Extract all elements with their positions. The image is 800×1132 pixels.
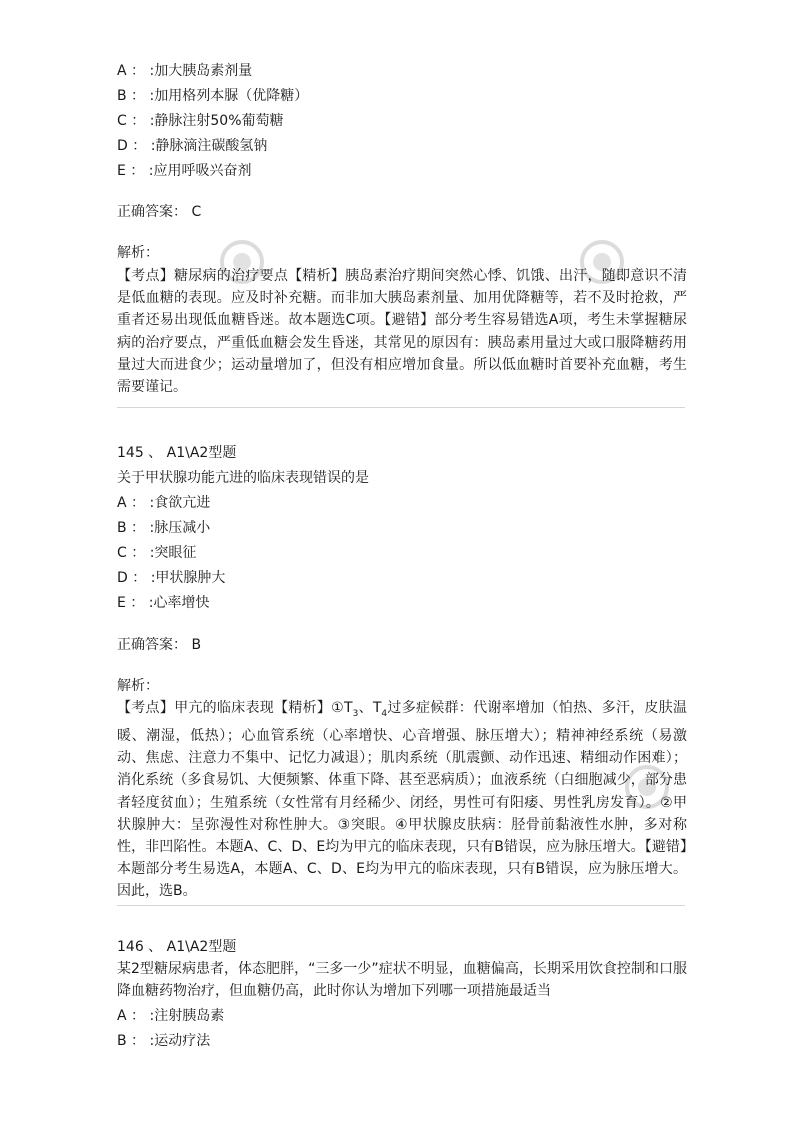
q146-stem: 某2型糖尿病患者，体态肥胖，“三多一少”症状不明显，血糖偏高，长期采用饮食控制和口服降血糖药物治疗，但血糖仍高，此时你认为增加下列哪一项措施最适当	[117, 961, 687, 1000]
q144-analysis-label: 解析：	[117, 245, 159, 261]
q145-option-e: E ： :心率增快	[117, 595, 210, 611]
q145-option-a: A ： :食欲亢进	[117, 495, 211, 511]
q146-option-b: B ： :运动疗法	[117, 1033, 211, 1049]
q145-option-d: D ： :甲状腺肿大	[117, 570, 226, 586]
q146-header: 146 、 A1\A2型题	[117, 939, 237, 955]
q144-option-d: D ： :静脉滴注碳酸氢钠	[117, 138, 268, 154]
q145-header: 145 、 A1\A2型题	[117, 445, 237, 461]
divider	[117, 407, 685, 408]
q145-analysis-label: 解析：	[117, 678, 159, 694]
q145-analysis-text: 【考点】甲亢的临床表现【精析】$①T_3$、$T_4$过多症候群：代谢率增加（怕热、多汗，皮肤温暖、潮湿，低热）；心血管系统（心率增快、心音增强、脉压增大）；精神神经系统（易激动、焦虑、注意力不集中、记忆力减退）；肌肉系统（肌震颤、动作迅速、精细动作困难）；消化系统（多食易饥、大便频繁、体重下降、甚至恶病质）；血液系统（白细胞减少，部分患者轻度贫血）；生殖系统（女性常有月经稀少、闭经，男性可有阳痿、男性乳房发育）。②甲状腺肿大：呈弥漫性对称性肿大。③突眼。④甲状腺皮肤病：胫骨前黏液性水肿，多对称性，非凹陷性。本题A、C、D、E均为甲亢的临床表现，只有B错误，应为脉压增大。【避错】本题部分考生易选A，本题A、C、D、E均为甲亢的临床表现，只有B错误，应为脉压增大。因此，选B。	[117, 700, 687, 900]
q144-analysis-text: 【考点】糖尿病的治疗要点【精析】胰岛素治疗期间突然心悸、饥饿、出汗，随即意识不清是低血糖的表现。应及时补充糖。而非加大胰岛素剂量、加用优降糖等，若不及时抢救，严重者还易出现低血糖昏迷。故本题选C项。【避错】部分考生容易错选A项，考生未掌握糖尿病的治疗要点，严重低血糖会发生昏迷，其常见的原因有：胰岛素用量过大或口服降糖药用量过大而进食少；运动量增加了，但没有相应增加食量。所以低血糖时首要补充血糖，考生需要谨记。	[117, 268, 687, 396]
q146-option-a: A ： :注射胰岛素	[117, 1008, 225, 1024]
q144-option-e: E ： :应用呼吸兴奋剂	[117, 163, 252, 179]
q145-option-b: B ： :脉压减小	[117, 520, 211, 536]
q145-correct-answer: 正确答案： B	[117, 637, 202, 653]
q144-correct-answer: 正确答案： C	[117, 204, 202, 220]
q144-option-c: C ： :静脉注射50%葡萄糖	[117, 113, 284, 129]
q144-option-b: B ： :加用格列本脲（优降糖）	[117, 88, 309, 104]
divider	[117, 905, 685, 906]
q144-option-a: A ： :加大胰岛素剂量	[117, 63, 253, 79]
q145-stem: 关于甲状腺功能亢进的临床表现错误的是	[117, 470, 369, 486]
q145-option-c: C ： :突眼征	[117, 545, 197, 561]
